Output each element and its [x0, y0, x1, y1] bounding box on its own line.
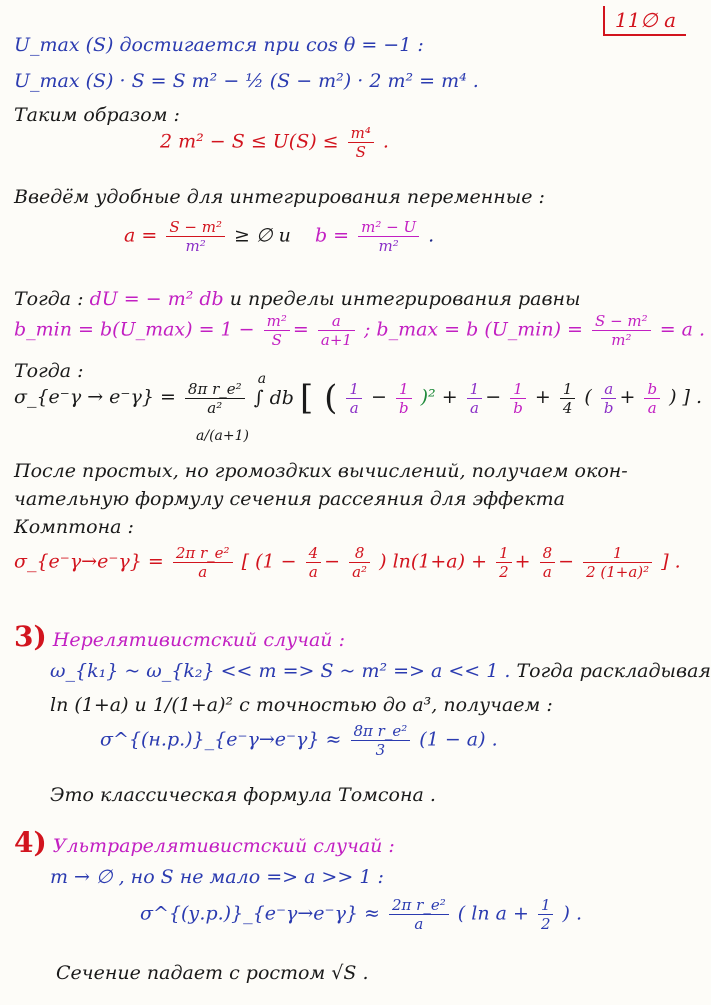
b-fraction: $\frac{\text{m² − U}}{\text{m²}}$ — [358, 218, 419, 255]
thomson-formula: σ^{(н.р.)}_{e⁻γ→e⁻γ} ≈ $\frac{\text{8π r\_e²}}{3}$ (1 − a) . — [100, 722, 498, 759]
a-fraction: $\frac{\text{S − m²}}{\text{m²}}$ — [166, 218, 225, 255]
integration-limits: b_min = b(U_max) = 1 − $\frac{\text{m²}}{S}$ = $\frac{a}{a+1}$ ; b_max = b (U_min) = $\frac{\text{S − m²}}{\text{m²}}$ = a . — [14, 312, 706, 349]
page-number: 11∅ a — [603, 6, 686, 36]
differential-line: Тогда : dU = − m² db и пределы интегрирования равны — [14, 288, 581, 310]
then-label: Тогда : — [14, 360, 84, 382]
variable-definitions: a = $\frac{\text{S − m²}}{\text{m²}}$ ≥ ∅ и b = $\frac{\text{m² − U}}{\text{m²}}$ . — [124, 218, 435, 255]
integral-lower-limit: a/(a+1) — [196, 428, 249, 444]
section-4-condition: m → ∅ , но S не мало => a >> 1 : — [50, 866, 384, 888]
text-line-2: чательную формулу сечения рассеяния для эффекта — [14, 488, 565, 510]
section-3-expansion: ln (1+a) и 1/(1+a)² с точностью до a³, получаем : — [50, 694, 553, 716]
u-bounds: 2 m² − S ≤ U(S) ≤ $\frac{\text{m⁴}}{S}$ . — [160, 124, 389, 161]
u-bounds-fraction: $\frac{\text{m⁴}}{S}$ — [348, 124, 374, 161]
umax-equation: U_max (S) · S = S m² − ½ (S − m²) · 2 m² = m⁴ . — [14, 70, 479, 92]
text-line-1: После простых, но громоздких вычислений, получаем окон- — [14, 460, 628, 482]
thomson-note: Это классическая формула Томсона . — [50, 784, 436, 806]
cross-section-falls: Сечение падает с ростом √S . — [56, 962, 369, 984]
cross-section-integral: σ_{e⁻γ → e⁻γ} = $\frac{\text{8π r\_e²}}{\text{a²}}$ a ∫ db [ ( $\frac{1}{a}$ − $\frac{1}{b}$ )² + $\frac{1}{a}$ − $\frac{1}{b}$ + $\frac{1}{4}$ ( $\frac{a}{b}$ + $\frac{b}{a}$ ) ] . — [14, 371, 703, 418]
umax-condition: U_max (S) достигается при cos θ = −1 : — [14, 34, 424, 56]
u-bounds-left: 2 m² − S ≤ U(S) ≤ — [160, 130, 339, 153]
klein-nishina-formula: σ_{e⁻γ→e⁻γ} = $\frac{\text{2π r\_e²}}{a}$ [ (1 − $\frac{4}{a}$ − $\frac{8}{\text{a²}}$ ) ln(1+a) + $\frac{1}{2}$ + $\frac{8}{a}$ − $\frac{1}{\text{2 (1+a)²}}$ ] . — [14, 544, 681, 581]
section-3-condition: ω_{k₁} ~ ω_{k₂} << m => S ~ m² => a << 1 . Тогда раскладывая — [50, 660, 711, 682]
new-variables-intro: Введём удобные для интегрирования переменные : — [14, 186, 545, 208]
text-line-3: Комптона : — [14, 516, 134, 538]
thus-label: Таким образом : — [14, 104, 180, 126]
section-4-heading: 4) Ультрарелятивистский случай : — [14, 826, 395, 859]
section-3-heading: 3) Нерелятивистский случай : — [14, 620, 345, 653]
integral-sign: a ∫ db — [253, 371, 294, 409]
ultrarelativistic-formula: σ^{(у.р.)}_{e⁻γ→e⁻γ} ≈ $\frac{\text{2π r\_e²}}{a}$ ( ln a + $\frac{1}{2}$ ) . — [140, 896, 583, 933]
